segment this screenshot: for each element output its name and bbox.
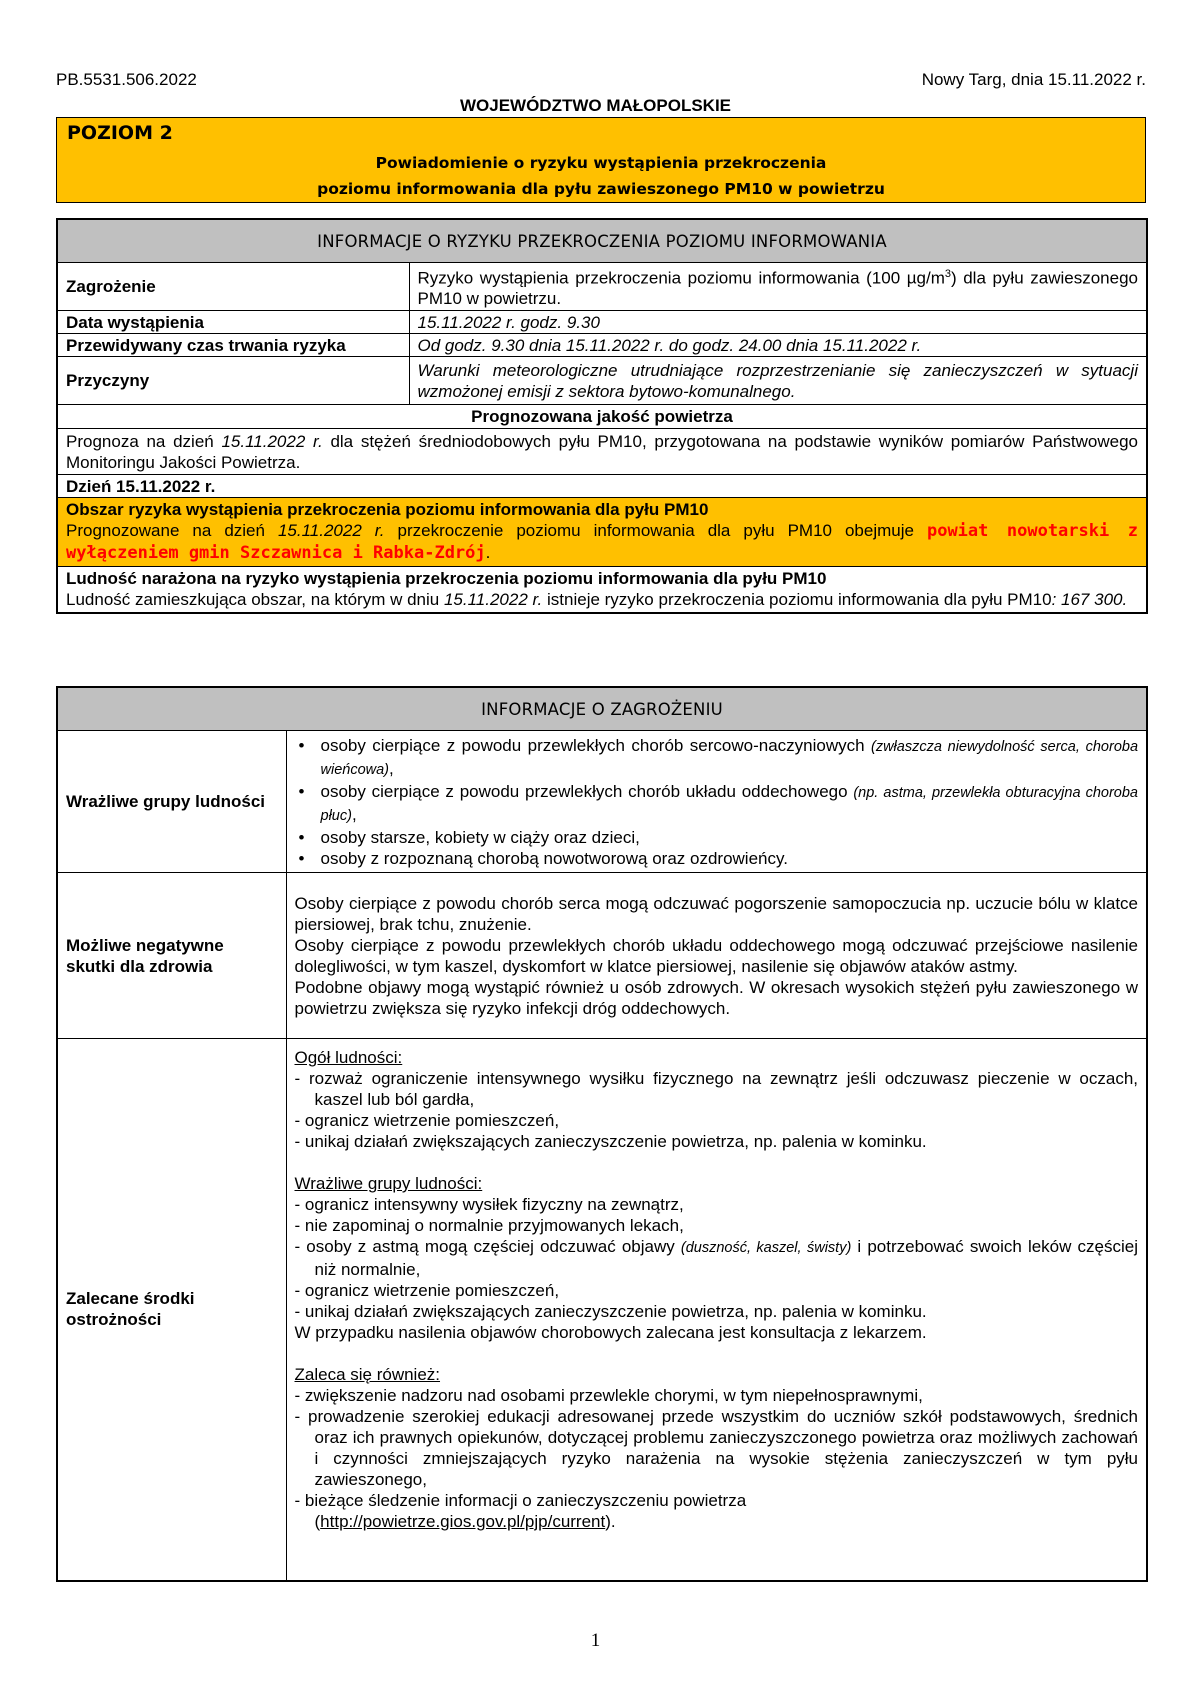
- risk-section-heading: INFORMACJE O RYZYKU PRZEKROCZENIA POZIOMU INFORMOWANIA: [57, 219, 1147, 263]
- forecast-text: Prognoza na dzień 15.11.2022 r. dla stężeń średniodobowych pyłu PM10, przygotowana na podstawie wyników pomiarów Państwowego Monitoringu Jakości Powietrza.: [57, 429, 1147, 475]
- alert-level-label: POZIOM 2: [67, 122, 173, 144]
- list-item: - ogranicz wietrzenie pomieszczeń,: [294, 1111, 560, 1130]
- alert-title-line1: Powiadomienie o ryzyku wystąpienia przekroczenia: [375, 154, 827, 172]
- risk-area-region: powiat nowotarski z wyłączeniem gmin Szczawnica i Rabka-Zdrój: [66, 521, 1138, 563]
- causes-value: Warunki meteorologiczne utrudniające rozprzestrzenianie się zanieczyszczeń w sytuacji wzmożonej emisji z sektora bytowo-komunalnego.: [409, 357, 1147, 405]
- health-effects-label: Możliwe negatywne skutki dla zdrowia: [57, 873, 286, 1039]
- sensitive-groups-label: Wrażliwe grupy ludności: [57, 731, 286, 873]
- list-item: - zwiększenie nadzoru nad osobami przewlekle chorymi, w tym niepełnosprawnymi,: [294, 1386, 923, 1405]
- forecast-heading: Prognozowana jakość powietrza: [57, 405, 1147, 429]
- doctor-consultation-note: W przypadku nasilenia objawów chorobowych zalecana jest konsultacja z lekarzem.: [294, 1323, 927, 1342]
- health-effects-paragraph: Osoby cierpiące z powodu chorób serca mogą odczuwać pogorszenie samopoczucia np. uczucie bólu w klatce piersiowej, brak tchu, znużenie.: [294, 893, 1139, 934]
- list-item: - osoby z astmą mogą częściej odczuwać objawy (duszność, kaszel, świsty) i potrzebować swoich leków częściej niż normalnie,: [294, 1237, 1139, 1279]
- precautions-label: Zalecane środki ostrożności: [57, 1039, 286, 1581]
- precautions-cell: [286, 1039, 1147, 1581]
- list-item: - rozważ ograniczenie intensywnego wysiłku fizycznego na zewnątrz jeśli odczuwasz pieczenie w oczach, kaszel lub ból gardła,: [294, 1069, 1139, 1109]
- list-item: - nie zapominaj o normalnie przyjmowanych lekach,: [294, 1216, 684, 1235]
- voivodeship-title: WOJEWÓDZTWO MAŁOPOLSKIE: [459, 96, 732, 115]
- forecast-day: Dzień 15.11.2022 r.: [57, 475, 1147, 498]
- sensitive-groups-list: [295, 735, 1139, 869]
- page-number: 1: [590, 1630, 601, 1651]
- threat-info-table: [56, 686, 1148, 1582]
- alert-title-line2: poziomu informowania dla pyłu zawieszonego PM10 w powietrzu: [317, 180, 885, 198]
- duration-value: Od godz. 9.30 dnia 15.11.2022 r. do godz. 24.00 dnia 15.11.2022 r.: [409, 334, 1147, 357]
- date-label: Data wystąpienia: [57, 311, 409, 334]
- threat-label: Zagrożenie: [57, 263, 409, 311]
- health-effects-paragraph: Podobne objawy mogą wystąpić również u osób zdrowych. W okresach wysokich stężeń pyłu zawieszonego w powietrzu zwiększa się ryzyko infekcji dróg oddechowych.: [294, 977, 1139, 1018]
- exposed-population-heading: Ludność narażona na ryzyko wystąpienia przekroczenia poziomu informowania dla pyłu PM10: [66, 569, 827, 588]
- list-item: (http://powietrze.gios.gov.pl/pjp/current).: [314, 1512, 616, 1531]
- sensitive-groups-cell: [286, 731, 1147, 873]
- threat-value: Ryzyko wystąpienia przekroczenia poziomu informowania (100 $\mu g/m^3$) dla pyłu zawieszonego PM10 w powietrzu.: [409, 263, 1147, 311]
- sensitive-groups-heading: Wrażliwe grupy ludności:: [294, 1174, 483, 1193]
- health-effects-cell: [286, 873, 1147, 1039]
- list-item: • osoby cierpiące z powodu przewlekłych chorób sercowo-naczyniowych (zwłaszcza niewydolność serca, choroba wieńcowa),: [321, 735, 1139, 781]
- list-item: - ogranicz intensywny wysiłek fizyczny na zewnątrz,: [294, 1195, 684, 1214]
- list-item: • osoby cierpiące z powodu przewlekłych chorób układu oddechowego (np. astma, przewlekła obturacyjna choroba płuc),: [321, 781, 1139, 827]
- exposed-population-count: : 167 300.: [1051, 590, 1128, 609]
- air-quality-link[interactable]: http://powietrze.gios.gov.pl/pjp/current: [320, 1512, 606, 1531]
- list-item: - ogranicz wietrzenie pomieszczeń,: [294, 1281, 560, 1300]
- list-item: - unikaj działań zwiększających zanieczyszczenie powietrza, np. palenia w kominku.: [294, 1302, 927, 1321]
- list-item: - unikaj działań zwiększających zanieczyszczenie powietrza, np. palenia w kominku.: [294, 1132, 927, 1151]
- causes-label: Przyczyny: [57, 357, 409, 405]
- threat-section-heading: INFORMACJE O ZAGROŻENIU: [57, 687, 1147, 731]
- risk-area-section: [57, 498, 1147, 567]
- exposed-population-section: [57, 567, 1147, 614]
- alert-level-box: [56, 117, 1146, 203]
- place-and-date: Nowy Targ, dnia 15.11.2022 r.: [921, 70, 1146, 89]
- general-population-heading: Ogół ludności:: [294, 1048, 403, 1067]
- exposed-population-text: Ludność zamieszkująca obszar, na którym w dniu 15.11.2022 r. istnieje ryzyko przekroczenia poziomu informowania dla pyłu PM10: 167 300.: [66, 590, 1128, 609]
- risk-area-heading: Obszar ryzyka wystąpienia przekroczenia poziomu informowania dla pyłu PM10: [66, 500, 709, 519]
- list-item: - bieżące śledzenie informacji o zanieczyszczeniu powietrza: [294, 1491, 747, 1510]
- list-item: • osoby z rozpoznaną chorobą nowotworową oraz ozdrowieńcy.: [321, 848, 1139, 869]
- document-reference: PB.5531.506.2022: [56, 70, 197, 89]
- health-effects-paragraph: Osoby cierpiące z powodu przewlekłych chorób układu oddechowego mogą odczuwać przejściowe nasilenie dolegliwości, w tym kaszel, dyskomfort w klatce piersiowej, nasilenie się objawów ataków astmy.: [294, 935, 1139, 976]
- list-item: - prowadzenie szerokiej edukacji adresowanej przede wszystkim do uczniów szkół podstawowych, średnich oraz ich prawnych opiekunów, dotyczącej problemu zanieczyszczonego powietrza oraz możliwych zachowań i czynności zmniejszających ryzyko narażenia na wysokie stężenia zanieczyszczeń w tym pyłu zawieszonego,: [294, 1407, 1139, 1489]
- list-item: • osoby starsze, kobiety w ciąży oraz dzieci,: [321, 827, 1139, 848]
- risk-info-table: [56, 218, 1148, 614]
- duration-label: Przewidywany czas trwania ryzyka: [57, 334, 409, 357]
- risk-area-text: Prognozowane na dzień 15.11.2022 r. przekroczenie poziomu informowania dla pyłu PM10 obejmuje powiat nowotarski z wyłączeniem gmin Szczawnica i Rabka-Zdrój.: [66, 521, 1138, 563]
- date-value: 15.11.2022 r. godz. 9.30: [409, 311, 1147, 334]
- also-recommended-heading: Zaleca się również:: [294, 1365, 441, 1384]
